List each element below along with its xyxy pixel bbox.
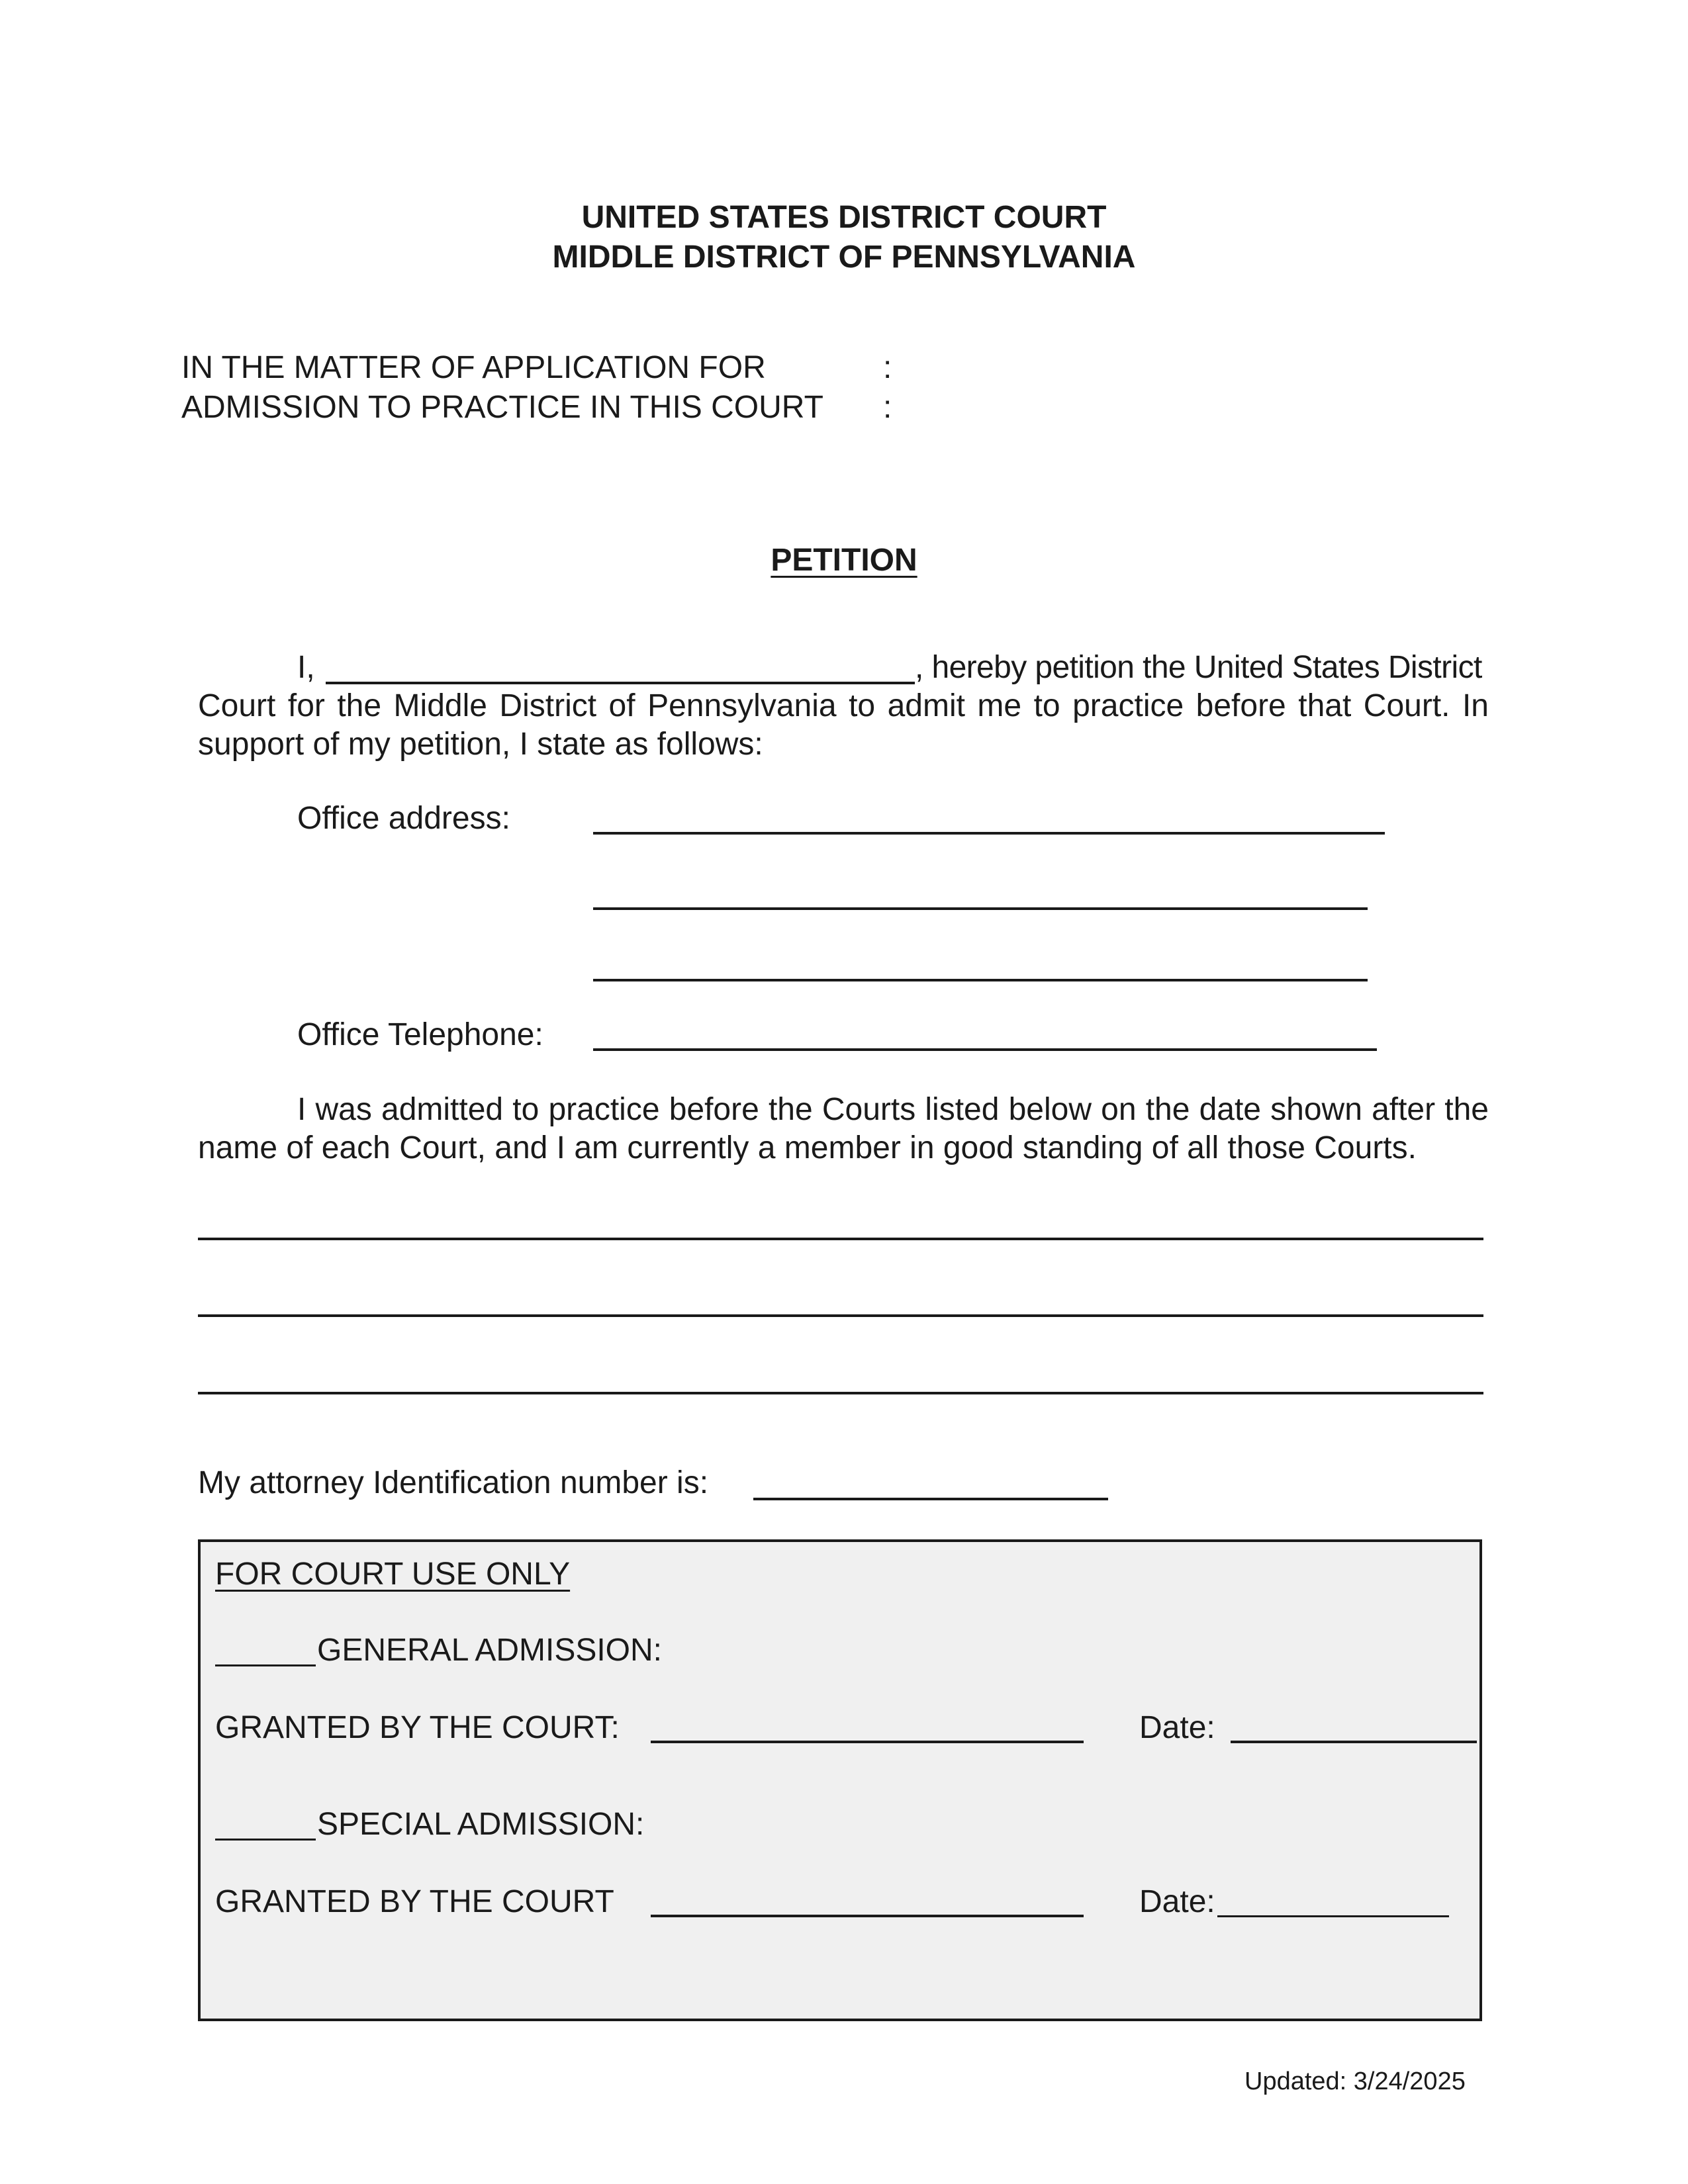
special-admission-check[interactable]	[215, 1839, 316, 1841]
date-field-1[interactable]	[1231, 1741, 1477, 1743]
intro-prefix: I,	[297, 650, 315, 685]
granted-signature-2[interactable]	[651, 1915, 1084, 1917]
date-field-2[interactable]	[1217, 1915, 1449, 1917]
office-address-line-2[interactable]	[593, 907, 1368, 910]
court-name: UNITED STATES DISTRICT COURT	[581, 200, 1107, 235]
general-admission-label: GENERAL ADMISSION:	[317, 1633, 663, 1668]
office-telephone-field[interactable]	[593, 1048, 1377, 1051]
court-use-heading	[215, 1555, 570, 1594]
special-admission-label: SPECIAL ADMISSION:	[317, 1807, 645, 1842]
office-telephone-label: Office Telephone:	[297, 1017, 543, 1052]
admission-statement: I was admitted to practice before the Courts listed below on the date shown after the name of each Court, and I am currently a member in good standing of all those Courts.	[198, 1092, 1489, 1165]
district-name: MIDDLE DISTRICT OF PENNSYLVANIA	[552, 240, 1136, 275]
courts-line-2[interactable]	[198, 1314, 1483, 1317]
office-address-line-3[interactable]	[593, 979, 1368, 981]
granted-label-2: GRANTED BY THE COURT	[215, 1884, 614, 1919]
granted-label-1: GRANTED BY THE COURT:	[215, 1710, 620, 1745]
updated-date: Updated: 3/24/2025	[1244, 2068, 1466, 2095]
caption-colon-2: :	[883, 390, 892, 425]
intro-paragraph: Court for the Middle District of Pennsylvania to admit me to practice before that Court. In support of my petition, I state as follows:	[198, 688, 1489, 762]
caption-line-1: IN THE MATTER OF APPLICATION FOR	[181, 350, 766, 385]
granted-signature-1[interactable]	[651, 1741, 1084, 1743]
office-address-line-1[interactable]	[593, 832, 1385, 835]
office-address-label: Office address:	[297, 801, 510, 836]
court-use-heading-text: FOR COURT USE ONLY	[215, 1557, 571, 1592]
date-label-1: Date:	[1139, 1710, 1215, 1745]
attorney-id-label: My attorney Identification number is:	[198, 1465, 709, 1500]
general-admission-check[interactable]	[215, 1664, 316, 1666]
page-title	[0, 541, 1688, 580]
intro-suffix: , hereby petition the United States District	[915, 650, 1482, 685]
caption-line-2: ADMISSION TO PRACTICE IN THIS COURT	[181, 390, 823, 425]
petition-title: PETITION	[771, 543, 917, 578]
date-label-2: Date:	[1139, 1884, 1215, 1919]
petitioner-name-field[interactable]	[326, 682, 915, 684]
courts-line-1[interactable]	[198, 1238, 1483, 1240]
caption-colon-1: :	[883, 350, 892, 385]
attorney-id-field[interactable]	[753, 1498, 1108, 1500]
courts-line-3[interactable]	[198, 1392, 1483, 1394]
court-use-box	[198, 1539, 1482, 2021]
